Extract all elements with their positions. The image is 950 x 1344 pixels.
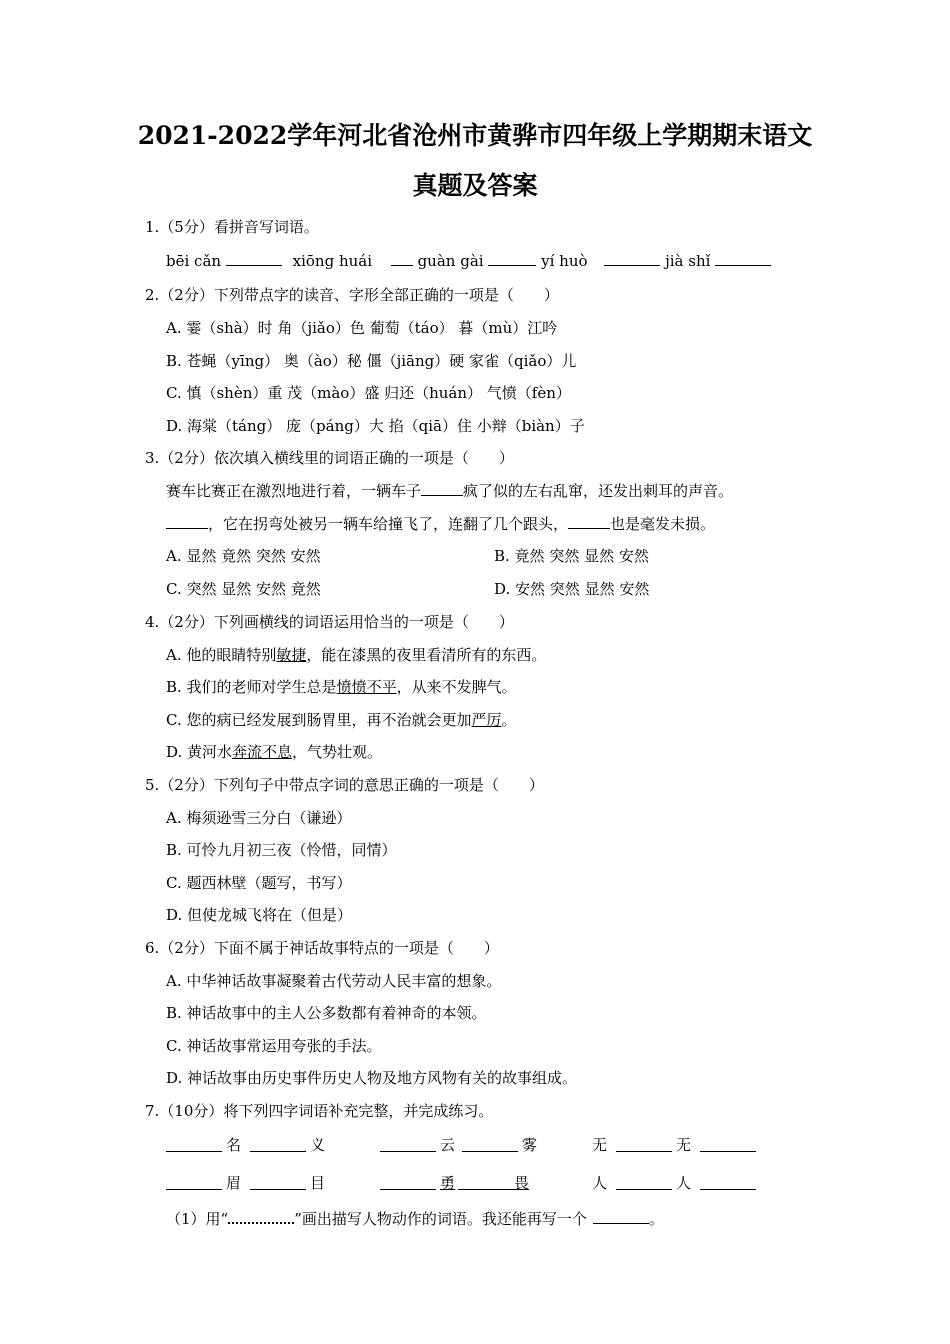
idiom-char: 勇 [440,1174,456,1192]
q3-passage-line2 [166,514,715,534]
pinyin-5: jià shǐ [665,252,711,270]
idiom-blank[interactable] [166,1137,222,1152]
q3-passage-text: 也是毫发未损。 [610,515,716,533]
pinyin-3: guàn gài [417,252,484,270]
q3-passage-text: ，它在拐弯处被另一辆车给撞飞了，连翻了几个跟头， [208,515,569,533]
idiom-blank[interactable] [250,1175,306,1190]
pinyin-2: xiōng huái [292,252,373,270]
q3-passage-text: 疯了似的左右乱窜，还发出刺耳的声音。 [463,482,734,500]
q3-option-d: D. 安然 突然 显然 安然 [494,580,650,598]
option-text: C. 您的病已经发展到肠胃里，再不治就会更加 [166,711,472,729]
q2-option-d: D. 海棠（táng） 庞（páng）大 掐（qiā）住 小辩（biàn）子 [166,417,585,435]
fill-blank[interactable] [568,514,610,529]
underlined-word: 严厉 [471,711,502,729]
pinyin-4: yí huò [541,252,588,270]
q7-subquestion-1 [166,1208,664,1229]
q7-idiom-row-1 [0,1135,950,1157]
idiom-char: 眉 [226,1174,242,1192]
answer-blank-5[interactable] [715,251,771,266]
fill-blank[interactable] [421,481,463,496]
q5-option-d: D. 但使龙城飞将在（但是） [166,906,353,924]
option-text: 。 [501,711,517,729]
idiom-blank[interactable] [380,1175,436,1190]
subquestion-text: ”画出描写人物动作的词语。我还能再写一个 [294,1210,587,1228]
option-text: A. 他的眼睛特别 [166,646,277,664]
option-text: ，能在漆黑的夜里看清所有的东西。 [306,646,547,664]
idiom-char: 目 [310,1174,326,1192]
q1-stem: 1.（5分）看拼音写词语。 [145,218,319,236]
underlined-word: 奔流不息 [232,743,293,761]
idiom-char: 人 [592,1174,608,1192]
underlined-word: 愤愤不平 [336,678,397,696]
idiom-blank[interactable] [616,1137,672,1152]
idiom-blank[interactable] [700,1175,756,1190]
answer-blank-4[interactable] [604,251,660,266]
idiom-blank[interactable] [458,1175,514,1190]
option-text: D. 黄河水 [166,743,233,761]
q6-option-d: D. 神话故事由历史事件历史人物及地方风物有关的故事组成。 [166,1069,578,1087]
option-text: B. 我们的老师对学生总是 [166,678,337,696]
idiom-char: 人 [676,1174,692,1192]
q4-option-b [166,677,517,697]
q5-stem: 5.（2分）下列句子中带点字词的意思正确的一项是（ ） [145,776,544,794]
subquestion-text: 。 [648,1210,664,1228]
underlined-word: 敏捷 [276,646,307,664]
q5-option-c: C. 题西林壁（题写，书写） [166,874,352,892]
q7-idiom-row-2 [0,1173,950,1195]
q3-option-a: A. 显然 竟然 突然 安然 [166,547,321,565]
option-text: ，从来不发脾气。 [396,678,517,696]
q2-option-c: C. 慎（shèn）重 茂（mào）盛 归还（huán） 气愤（fèn） [166,384,571,402]
idiom-blank[interactable] [250,1137,306,1152]
q6-stem: 6.（2分）下面不属于神话故事特点的一项是（ ） [145,939,499,957]
option-text: ，气势壮观。 [292,743,383,761]
q3-passage-line1 [166,481,733,501]
fill-blank[interactable] [166,514,208,529]
answer-blank-1[interactable] [226,251,282,266]
idiom-char: 雾 [522,1136,538,1154]
answer-blank-3[interactable] [488,251,536,266]
q1-pinyin-row [166,251,771,271]
page-title-line1: 2021-2022学年河北省沧州市黄骅市四年级上学期期末语文 [137,121,813,150]
idiom-char: 名 [226,1136,242,1154]
idiom-blank[interactable] [700,1137,756,1152]
q5-option-a: A. 梅须逊雪三分白（谦逊） [166,809,352,827]
q3-option-b: B. 竟然 突然 显然 安然 [494,547,649,565]
q6-option-c: C. 神话故事常运用夸张的手法。 [166,1037,382,1055]
q6-option-b: B. 神话故事中的主人公多数都有着神奇的本领。 [166,1004,487,1022]
idiom-blank[interactable] [616,1175,672,1190]
q7-stem: 7.（10分）将下列四字词语补充完整，并完成练习。 [145,1102,494,1120]
q2-option-b: B. 苍蝇（yīng） 奥（ào）秘 僵（jiāng）硬 家雀（qiǎo）儿 [166,352,577,370]
q6-option-a: A. 中华神话故事凝聚着古代劳动人民丰富的想象。 [166,972,502,990]
idiom-char: 义 [310,1136,326,1154]
q5-option-b: B. 可怜九月初三夜（怜惜，同情） [166,841,397,859]
q3-passage-text: 赛车比赛正在激烈地进行着，一辆车子 [166,482,422,500]
wavy-line-symbol [228,1208,294,1224]
q3-option-c: C. 突然 显然 安然 竟然 [166,580,321,598]
idiom-char: 畏 [514,1174,530,1192]
page-title-line2: 真题及答案 [412,171,538,200]
q3-stem: 3.（2分）依次填入横线里的词语正确的一项是（ ） [145,449,514,467]
q4-option-d [166,742,382,762]
idiom-char: 云 [440,1136,456,1154]
idiom-blank[interactable] [166,1175,222,1190]
q2-option-a: A. 霎（shà）时 角（jiǎo）色 葡萄（táo） 暮（mù）江吟 [166,319,558,337]
idiom-char: 无 [592,1136,608,1154]
answer-blank-2[interactable] [391,251,413,266]
idiom-char: 无 [676,1136,692,1154]
q4-option-a [166,645,546,665]
subquestion-text: （1）用“ [166,1210,229,1228]
answer-blank[interactable] [593,1209,649,1224]
idiom-blank[interactable] [380,1137,436,1152]
q4-option-c [166,710,517,730]
idiom-blank[interactable] [462,1137,518,1152]
q2-stem: 2.（2分）下列带点字的读音、字形全部正确的一项是（ ） [145,286,559,304]
pinyin-1: bēi cǎn [166,252,222,270]
q4-stem: 4.（2分）下列画横线的词语运用恰当的一项是（ ） [145,613,514,631]
